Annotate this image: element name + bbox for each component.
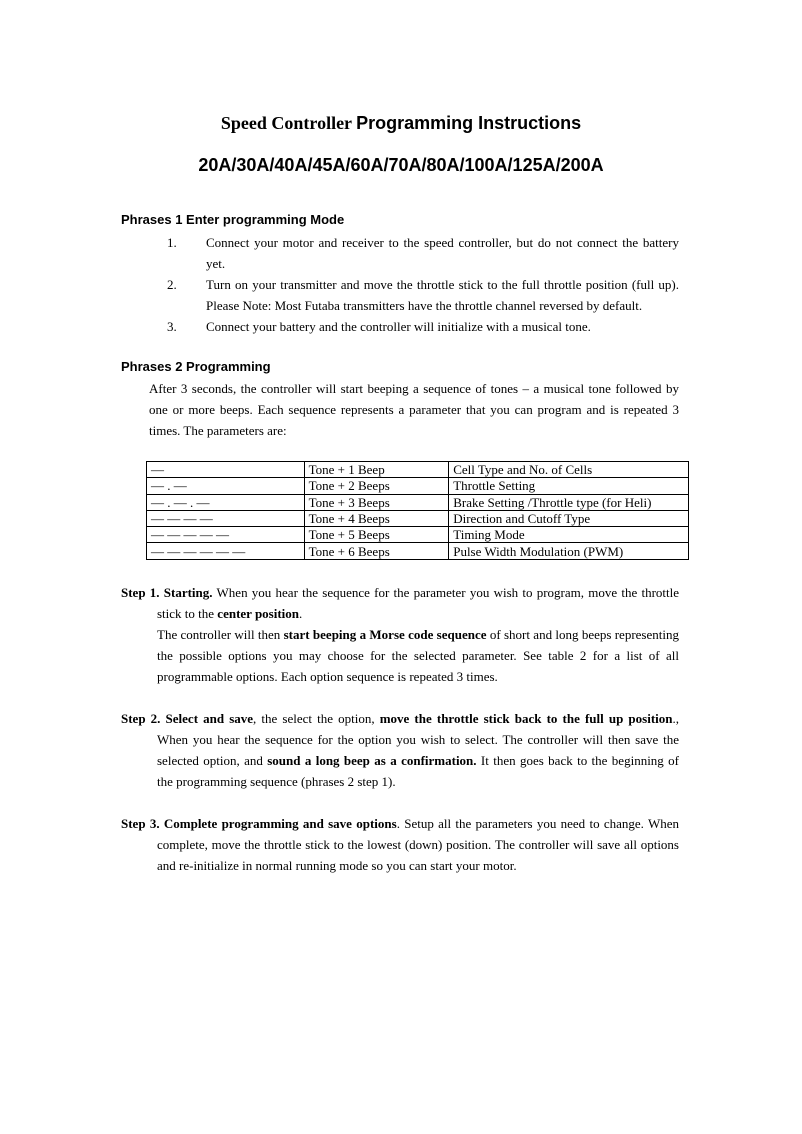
- parameter-cell: Cell Type and No. of Cells: [449, 462, 689, 478]
- title-part-1: Speed Controller: [220, 113, 353, 133]
- table-row: [147, 527, 689, 543]
- step-3-paragraph: [121, 813, 679, 876]
- step-3-text: . Setup all the parameters you need to change. When complete, move the throttle stick to the lowest (down) position. The controller will save all options and re-initialize in normal running mode so you can start your motor.: [157, 816, 679, 873]
- tone-cell: Tone + 2 Beeps: [304, 478, 449, 494]
- morse-code-cell: —: [147, 462, 305, 478]
- step-1-text-end: .: [299, 606, 303, 621]
- list-text: Connect your motor and receiver to the speed controller, but do not connect the battery yet.: [206, 235, 679, 271]
- parameter-cell: Timing Mode: [449, 527, 689, 543]
- list-item: [0, 316, 802, 337]
- parameter-cell: Brake Setting /Throttle type (for Heli): [449, 494, 689, 510]
- step-2: [121, 708, 679, 792]
- morse-code-cell: — — — — —: [147, 527, 305, 543]
- table-row: [147, 478, 689, 494]
- step-1-label: Step 1. Starting.: [121, 585, 213, 600]
- step-1-paragraph-2: [121, 624, 679, 687]
- tone-cell: Tone + 5 Beeps: [304, 527, 449, 543]
- list-item: [0, 232, 802, 274]
- parameter-table: [146, 461, 689, 560]
- step-2-emphasis: move the throttle stick back to the full up position: [379, 711, 673, 726]
- phrase-1-heading: Phrases 1 Enter programming Mode: [121, 212, 345, 227]
- step-3: [121, 813, 679, 876]
- list-number: 3.: [167, 319, 177, 334]
- table-row: [147, 462, 689, 478]
- model-list: 20A/30A/40A/45A/60A/70A/80A/100A/125A/200A: [198, 155, 604, 175]
- list-number: 1.: [167, 235, 177, 250]
- tone-cell: Tone + 6 Beeps: [304, 543, 449, 559]
- tone-cell: Tone + 3 Beeps: [304, 494, 449, 510]
- parameter-cell: Throttle Setting: [449, 478, 689, 494]
- table-row: [147, 543, 689, 559]
- step-2-text: , the select the option,: [253, 711, 380, 726]
- list-text: Connect your battery and the controller will initialize with a musical tone.: [206, 319, 591, 334]
- step-2-text-end: It then goes back to the beginning of the programming sequence (phrases 2 step 1).: [157, 753, 679, 789]
- step-1-p2-text: The controller will then: [157, 627, 284, 642]
- list-number: 2.: [167, 277, 177, 292]
- tone-cell: Tone + 4 Beeps: [304, 510, 449, 526]
- step-2-emphasis-2: sound a long beep as a confirmation.: [267, 753, 477, 768]
- step-1-p2-emphasis: start beeping a Morse code sequence: [283, 627, 487, 642]
- morse-code-cell: — — — —: [147, 510, 305, 526]
- list-text: Turn on your transmitter and move the throttle stick to the full throttle position (full up). Please Note: Most Futaba transmitters have the throttle channel reversed by default.: [206, 277, 679, 313]
- document-title: [0, 113, 802, 134]
- morse-code-cell: — — — — — —: [147, 543, 305, 559]
- step-1: [121, 582, 679, 687]
- step-3-label: Step 3. Complete programming and save options: [121, 816, 397, 831]
- step-1-text: When you hear the sequence for the parameter you wish to program, move the throttle stick to the: [157, 585, 680, 621]
- phrase-1-steps: [0, 232, 802, 337]
- parameter-cell: Pulse Width Modulation (PWM): [449, 543, 689, 559]
- morse-code-cell: — . — . —: [147, 494, 305, 510]
- title-part-2: Programming Instructions: [356, 113, 582, 133]
- step-1-emphasis: center position: [217, 606, 300, 621]
- table-row: [147, 494, 689, 510]
- step-2-text-2: ., When you hear the sequence for the option you wish to select. The controller will then save the selected option, and: [157, 711, 679, 768]
- step-1-p2-text-end: of short and long beeps representing the possible options you may choose for the selected parameter. See table 2 for a list of all programmable options. Each option sequence is repeated 3 times.: [157, 627, 679, 684]
- tone-cell: Tone + 1 Beep: [304, 462, 449, 478]
- step-2-paragraph: [121, 708, 679, 792]
- table-row: [147, 510, 689, 526]
- morse-code-cell: — . —: [147, 478, 305, 494]
- phrase-2-heading: Phrases 2 Programming: [121, 359, 271, 374]
- phrase-2-intro: After 3 seconds, the controller will start beeping a sequence of tones – a musical tone followed by one or more beeps. Each sequence represents a parameter that you can program and is repeated 3 times. The parameters are:: [149, 381, 679, 438]
- step-1-paragraph: [121, 582, 679, 624]
- list-item: [0, 274, 802, 316]
- step-2-label: Step 2. Select and save: [121, 711, 254, 726]
- parameter-cell: Direction and Cutoff Type: [449, 510, 689, 526]
